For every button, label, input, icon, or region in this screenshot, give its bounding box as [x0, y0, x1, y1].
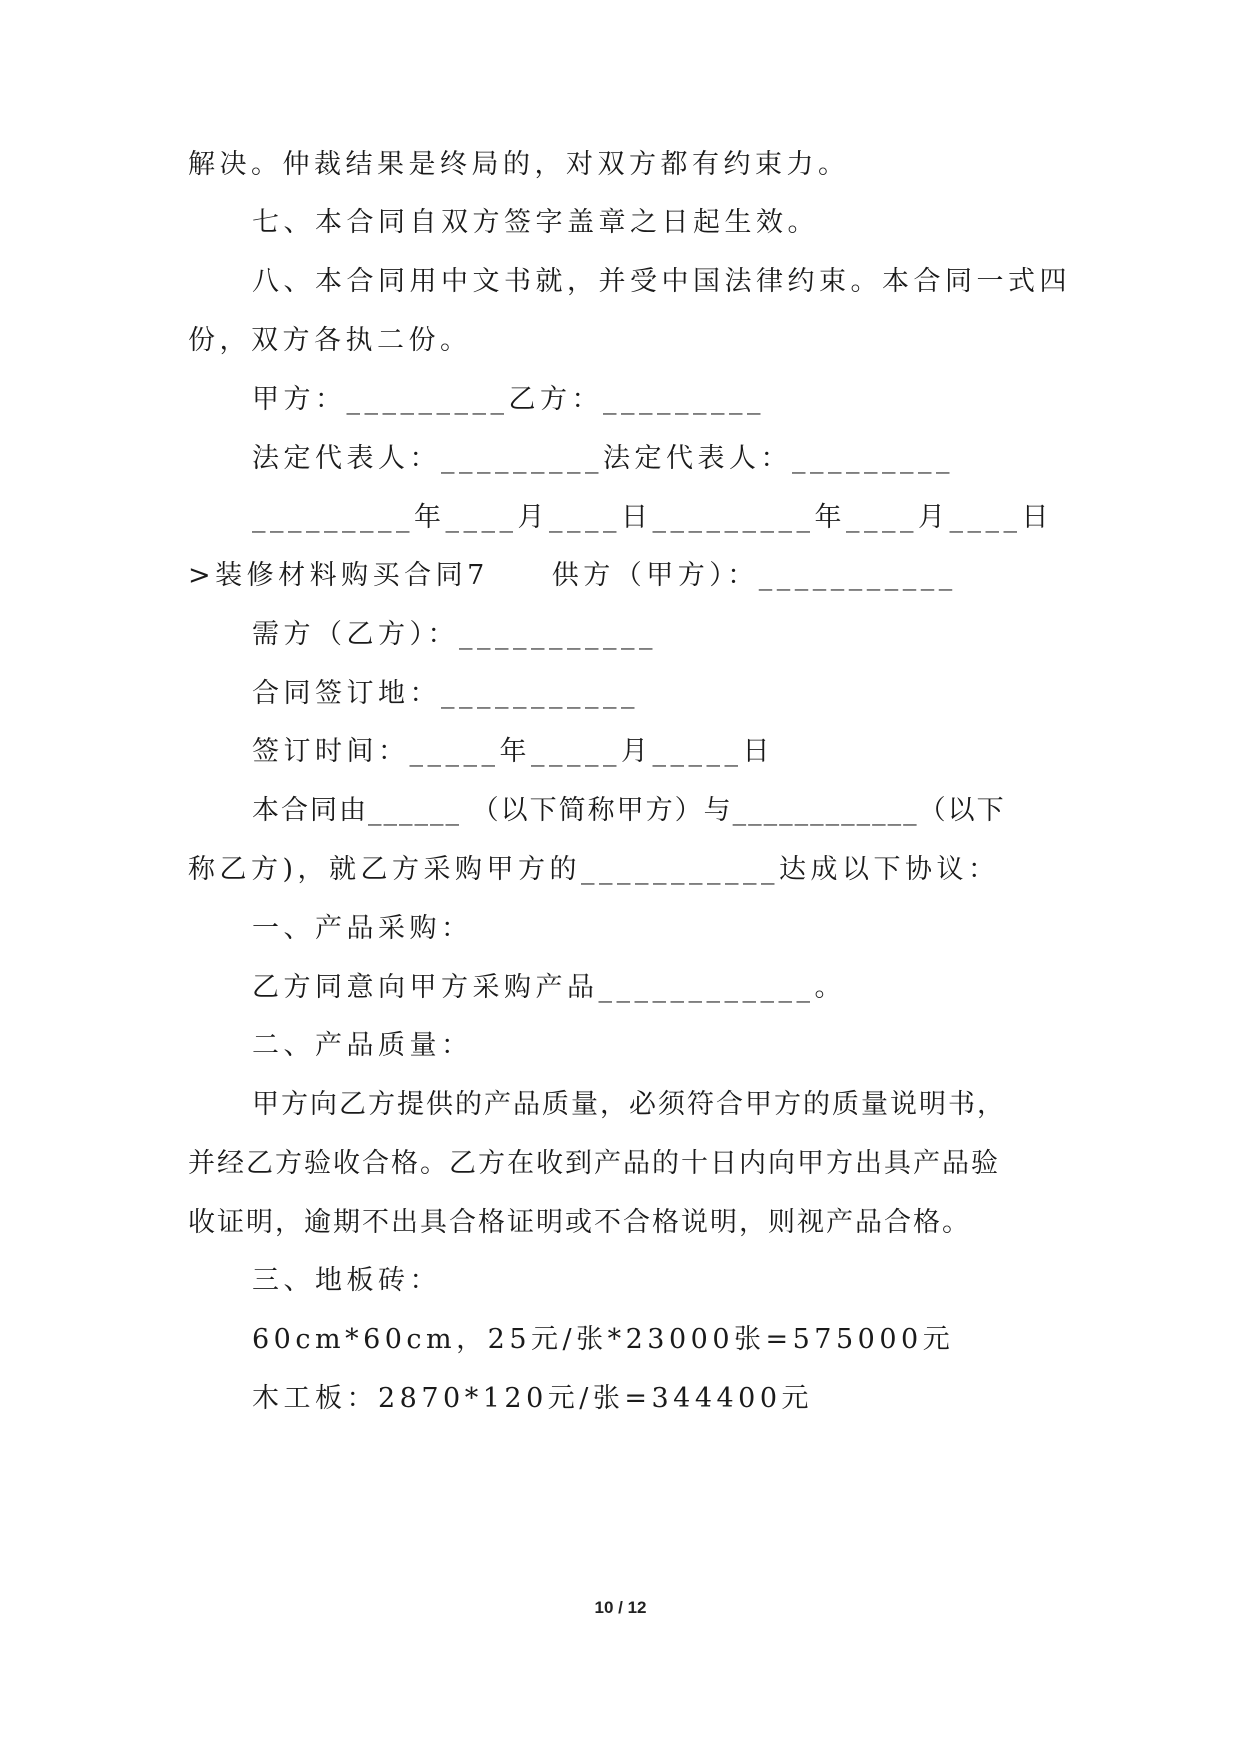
paragraph-line: 份，双方各执二份。	[188, 325, 472, 356]
paragraph-line: 解决。仲裁结果是终局的，对双方都有约束力。	[188, 149, 850, 180]
paragraph-line: 乙方同意向甲方采购产品____________。	[252, 972, 846, 1003]
paragraph-line: 木工板：2870*120元/张=344400元	[252, 1383, 814, 1414]
paragraph-line: 二、产品质量：	[252, 1030, 473, 1061]
paragraph-line: 甲方：_________乙方：_________	[252, 384, 765, 415]
paragraph-line: 合同签订地：___________	[252, 678, 639, 709]
paragraph-line: 一、产品采购：	[252, 913, 473, 944]
paragraph-line: 收证明，逾期不出具合格证明或不合格说明，则视产品合格。	[188, 1207, 971, 1238]
paragraph-line: 八、本合同用中文书就，并受中国法律约束。本合同一式四	[252, 266, 1071, 297]
paragraph-line: 并经乙方验收合格。乙方在收到产品的十日内向甲方出具产品验	[188, 1148, 1000, 1179]
paragraph-line: _________年____月____日_________年____月____日	[252, 502, 1053, 533]
page-number: 10 / 12	[594, 1598, 647, 1617]
paragraph-line: 需方（乙方）：___________	[252, 619, 657, 650]
paragraph-line: 60cm*60cm，25元/张*23000张=575000元	[252, 1324, 955, 1355]
paragraph-line: 本合同由______ （以下简称甲方）与____________（以下	[252, 795, 1006, 826]
paragraph-line: 甲方向乙方提供的产品质量，必须符合甲方的质量说明书，	[252, 1089, 1006, 1120]
paragraph-line: 称乙方)，就乙方采购甲方的___________达成以下协议：	[188, 854, 1000, 885]
paragraph-line: >装修材料购买合同7 供方（甲方）：___________	[188, 560, 957, 591]
paragraph-line: 法定代表人：_________法定代表人：_________	[252, 443, 954, 474]
paragraph-line: 签订时间：_____年_____月_____日	[252, 736, 774, 767]
paragraph-line: 三、地板砖：	[252, 1265, 441, 1296]
paragraph-line: 七、本合同自双方签字盖章之日起生效。	[252, 207, 819, 238]
